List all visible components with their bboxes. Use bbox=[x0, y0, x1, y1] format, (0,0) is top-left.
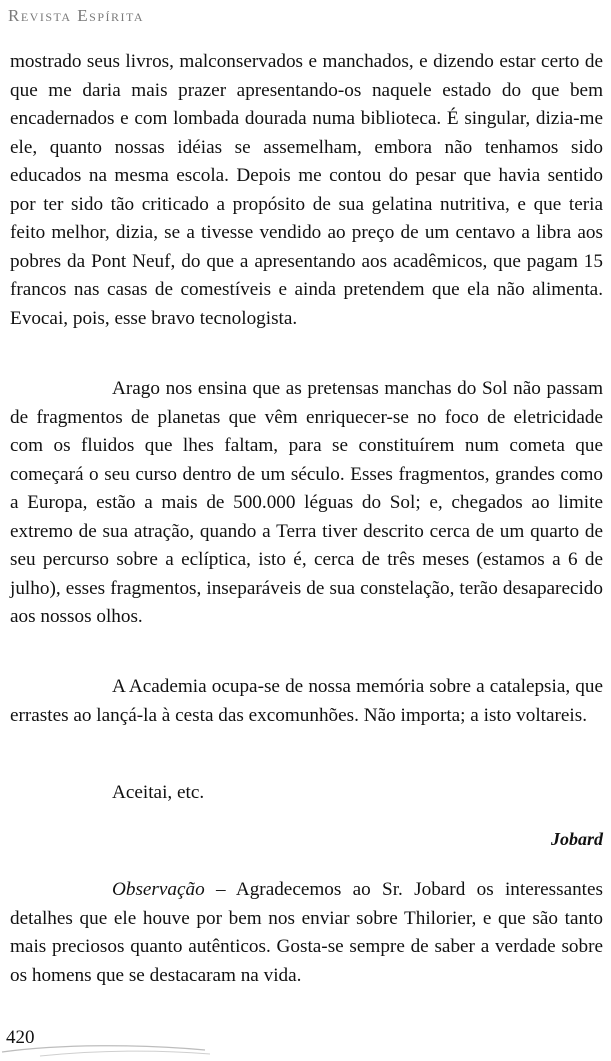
paragraph-4: Aceitai, etc. bbox=[112, 782, 205, 803]
running-header: Revista Espírita bbox=[8, 6, 145, 25]
observation-text: – Agradecemos ao Sr. Jobard os interessantes detalhes que ele houve por bem nos enviar sobre Thilorier, e que são tanto mais preciosos quanto autênticos. Gosta-se sempre de saber a verdade sobre os homens que se destacaram na vida. bbox=[10, 879, 603, 986]
observation-paragraph bbox=[10, 876, 603, 990]
paragraph-2: Arago nos ensina que as pretensas manchas do Sol não passam de fragmentos de planetas que vêm enriquecer-se no foco de eletricidade com os fluidos que lhes faltam, para se constituírem num cometa que começará o seu curso dentro de um século. Esses fragmentos, grandes como a Europa, estão a mais de 500.000 léguas do Sol; e, chegados ao limite extremo de sua atração, quando a Terra tiver descrito cerca de um quarto de seu percurso sobre a eclíptica, isto é, cerca de três meses (estamos a 6 de julho), esses fragmentos, inseparáveis de sua constelação, terão desaparecido aos nossos olhos. bbox=[10, 378, 603, 627]
observation-label: Observação bbox=[112, 879, 205, 900]
page-number: 420 bbox=[6, 1027, 35, 1048]
paragraph-1: mostrado seus livros, malconservados e manchados, e dizendo estar certo de que me daria mais prazer apresentando-os naquele estado do que bem encadernados e com lombada dourada numa biblioteca. É singular, dizia-me ele, quanto nossas idéias se assemelham, embora não tenhamos sido educados na mesma escola. Depois me contou do pesar que havia sentido por ter sido tão criticado a propósito de sua gelatina nutritiva, e que teria feito melhor, dizia, se a tivesse vendido ao preço de um centavo a libra aos pobres da Pont Neuf, do que a apresentando aos acadêmicos, que pagam 15 francos nas casas de comestíveis e ainda pretendem que ela não alimenta. Evocai, pois, esse bravo tecnologista. bbox=[10, 51, 603, 329]
paragraph-3: A Academia ocupa-se de nossa memória sobre a catalepsia, que errastes ao lançá-la à cesta das excomunhões. Não importa; a isto voltareis. bbox=[10, 676, 603, 726]
signature: Jobard bbox=[550, 829, 603, 849]
page-corner-swoosh bbox=[0, 1030, 230, 1060]
